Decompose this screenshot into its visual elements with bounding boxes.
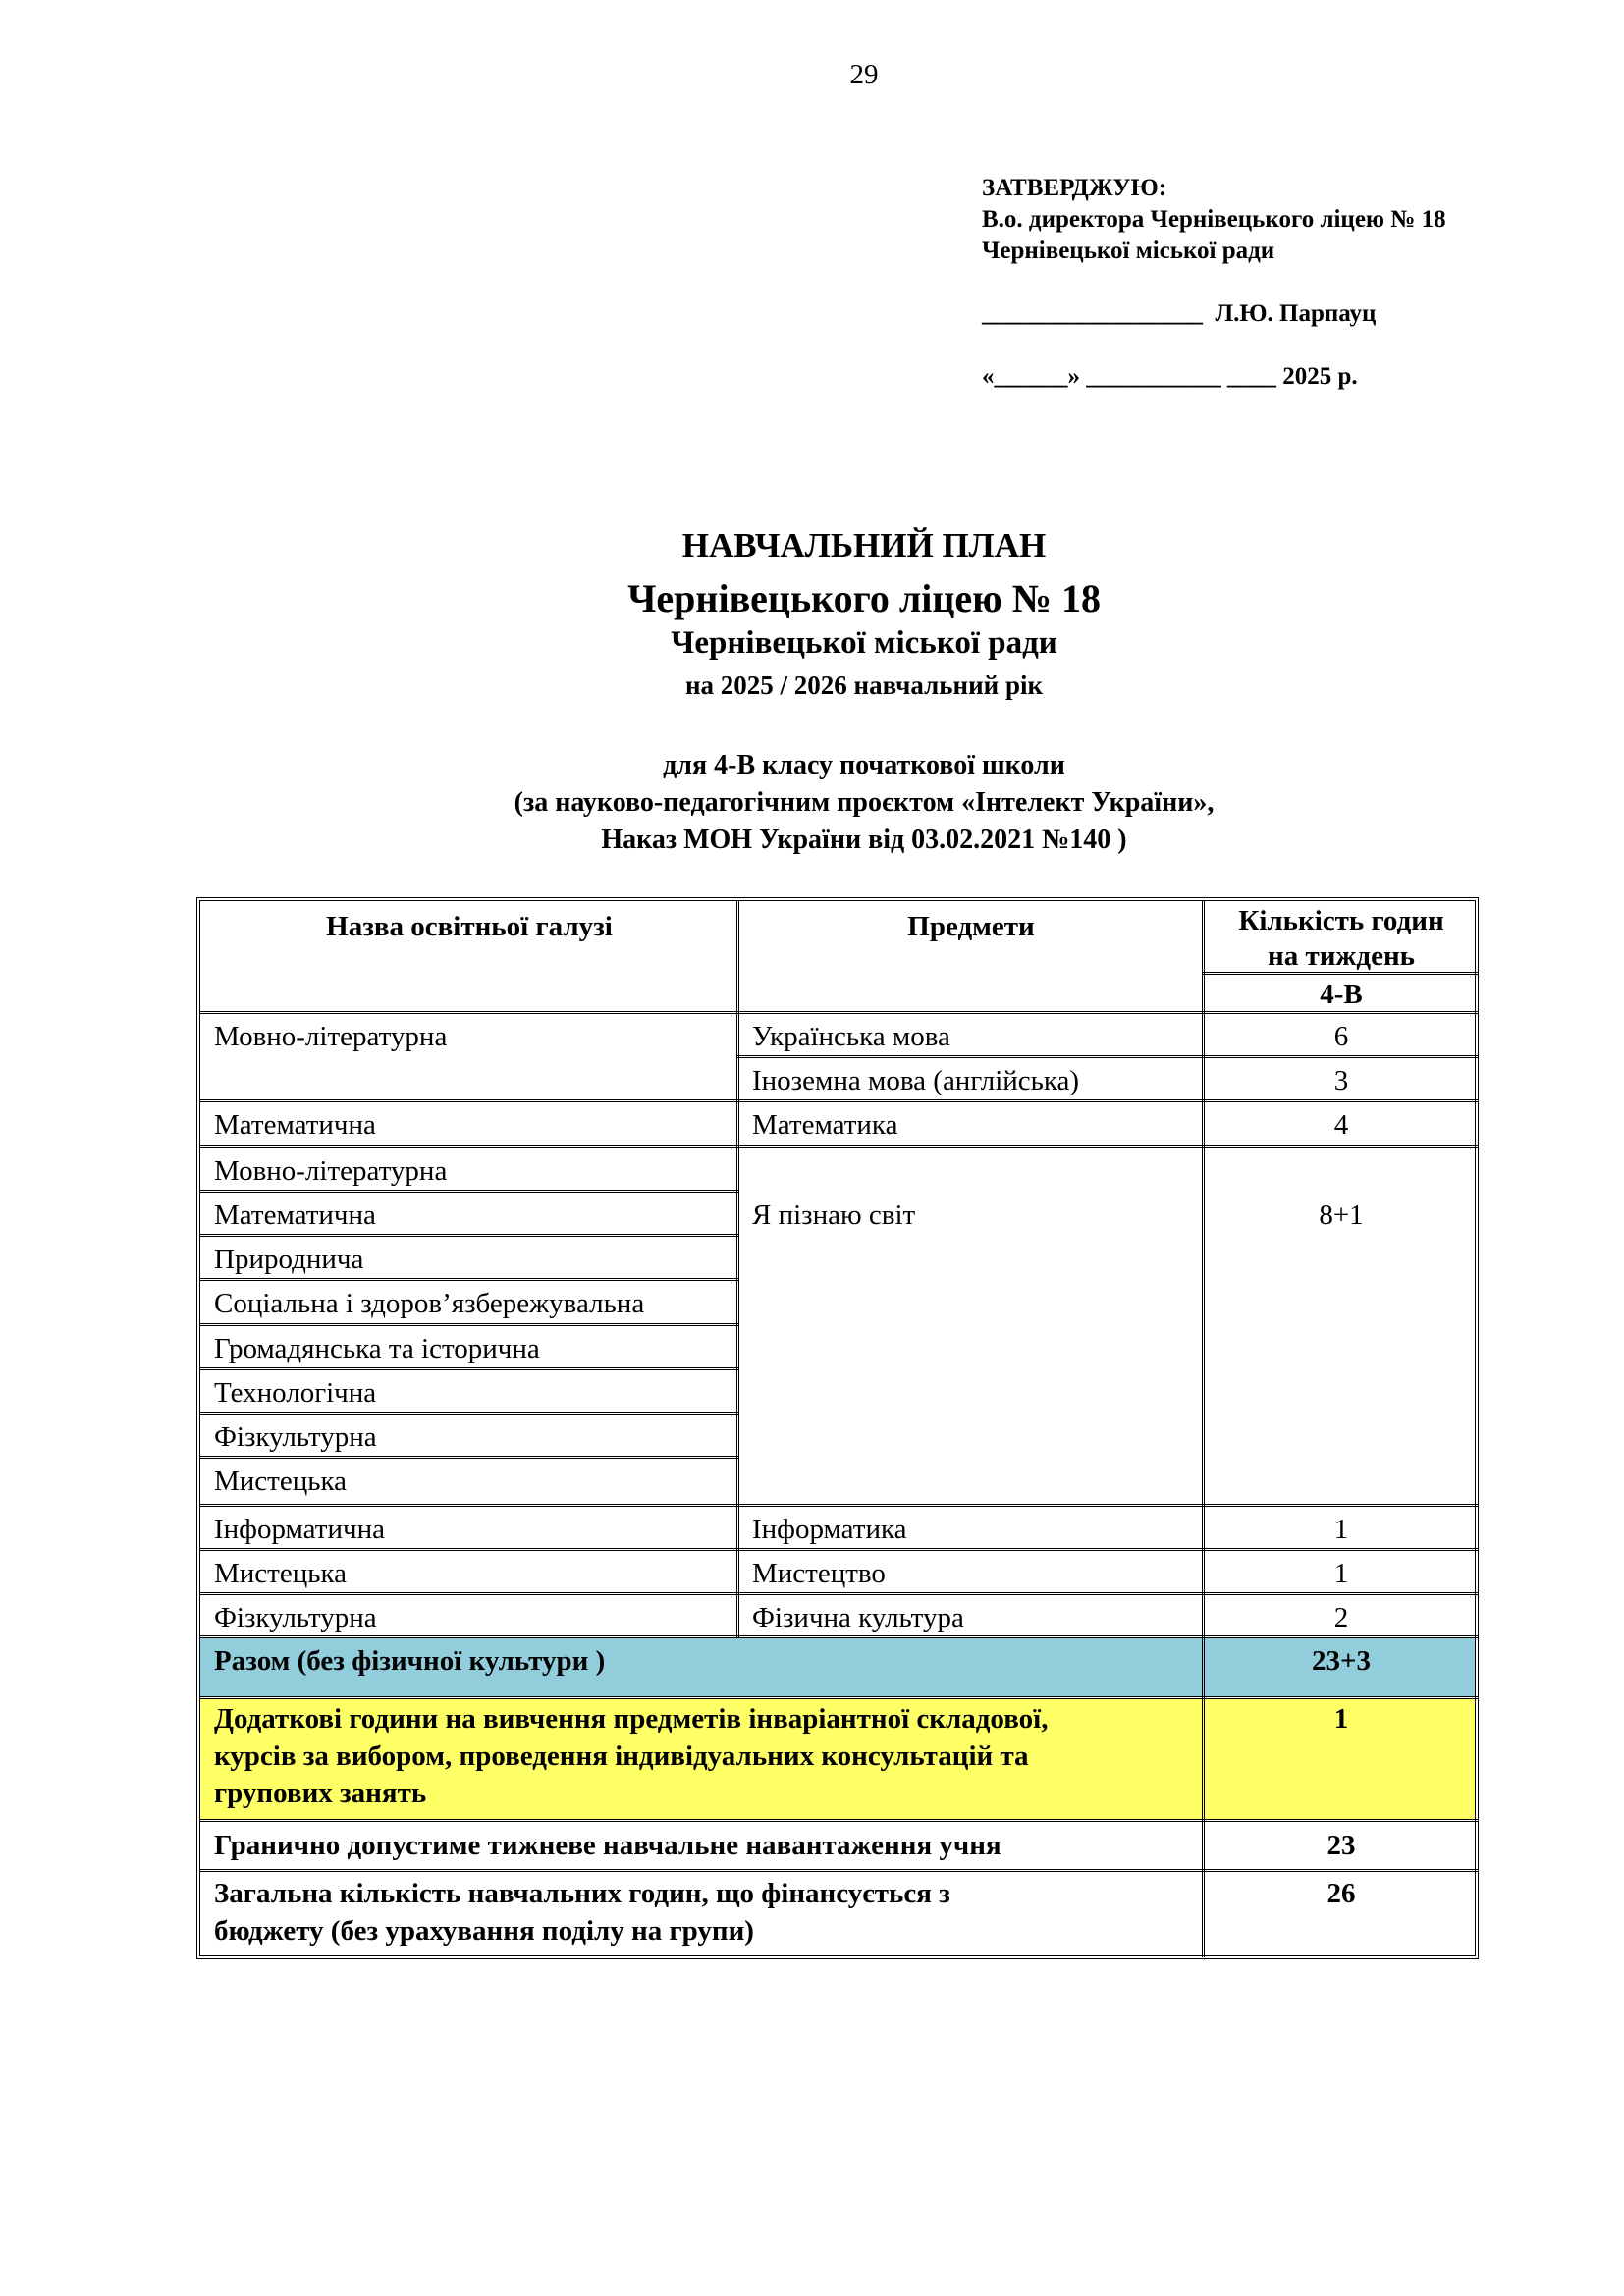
doc-class-line: для 4-В класу початкової школи — [663, 750, 1065, 780]
approval-position-line2: Чернівецької міської ради — [982, 238, 1275, 264]
row-divider — [200, 1548, 1479, 1551]
funded-label: Загальна кількість навчальних годин, що фінансується з бюджету (без урахування поділу на групи) — [214, 1878, 950, 1947]
total-value: 23+3 — [1311, 1645, 1372, 1677]
integrated-field: Математична — [214, 1200, 376, 1231]
row-hours: 4 — [1333, 1109, 1349, 1141]
integrated-field: Мистецька — [214, 1466, 347, 1497]
integrated-field: Технологічна — [214, 1377, 377, 1409]
row-subject: Математика — [752, 1109, 898, 1141]
integrated-field: Громадянська та історична — [214, 1333, 540, 1364]
row-subject: Іноземна мова (англійська) — [752, 1065, 1080, 1096]
row-hours: 1 — [1333, 1558, 1349, 1589]
row-divider — [200, 1011, 1479, 1014]
row-hours: 6 — [1333, 1021, 1349, 1052]
row-divider — [200, 1145, 1479, 1148]
header-class: 4-В — [1320, 979, 1363, 1010]
max-load-label: Гранично допустиме тижневе навчальне навантаження учня — [214, 1830, 1001, 1861]
curriculum-table — [196, 897, 1479, 1959]
col-divider — [1202, 901, 1205, 1957]
row-divider — [200, 1504, 1479, 1507]
row-divider — [200, 1099, 1479, 1102]
row-hours: 2 — [1333, 1602, 1349, 1633]
row-divider — [200, 1412, 738, 1415]
row-divider — [200, 1456, 738, 1459]
doc-school-name: Чернівецького ліцею № 18 — [627, 576, 1101, 620]
approval-heading: ЗАТВЕРДЖУЮ: — [982, 175, 1167, 201]
header-field: Назва освітньої галузі — [326, 911, 613, 942]
row-divider — [200, 1635, 1479, 1638]
integrated-field: Фізкультурна — [214, 1421, 377, 1453]
header-subjects: Предмети — [907, 911, 1035, 942]
row-divider — [200, 1234, 738, 1237]
row-field: Мовно-літературна — [214, 1021, 448, 1052]
row-field: Інформатична — [214, 1514, 385, 1545]
integrated-hours: 8+1 — [1319, 1200, 1364, 1231]
row-field: Мистецька — [214, 1558, 347, 1589]
row-divider — [200, 1323, 738, 1326]
row-divider — [736, 1055, 1479, 1058]
integrated-subject: Я пізнаю світ — [752, 1200, 916, 1231]
approval-block — [982, 173, 1446, 393]
integrated-field: Природнича — [214, 1244, 364, 1275]
approval-position-line1: В.о. директора Чернівецького ліцею № 18 — [982, 206, 1446, 233]
total-label: Разом (без фізичної культури ) — [214, 1645, 606, 1677]
row-subject: Українська мова — [752, 1021, 950, 1052]
row-divider — [1202, 972, 1479, 975]
integrated-field: Мовно-літературна — [214, 1155, 448, 1187]
row-subject: Фізична культура — [752, 1602, 964, 1633]
header-hours: Кількість годин на тиждень — [1238, 905, 1444, 972]
approval-date-line: «______» ___________ ____ 2025 р. — [982, 363, 1358, 390]
doc-academic-year: на 2025 / 2026 навчальний рік — [684, 670, 1044, 700]
additional-value: 1 — [1333, 1703, 1349, 1735]
max-load-value: 23 — [1326, 1830, 1356, 1861]
approval-signature-line: __________________ Л.Ю. Парпауц — [982, 300, 1377, 327]
integrated-field: Соціальна і здоров’язбережувальна — [214, 1288, 645, 1319]
row-hours: 3 — [1333, 1065, 1349, 1096]
row-subject: Мистецтво — [752, 1558, 886, 1589]
doc-order-line: Наказ МОН України від 03.02.2021 №140 ) — [601, 825, 1127, 855]
doc-project-line: (за науково-педагогічним проєктом «Інтелект України», — [514, 787, 1215, 818]
row-divider — [200, 1367, 738, 1370]
row-divider — [200, 1592, 1479, 1595]
row-hours: 1 — [1333, 1514, 1349, 1545]
row-divider — [200, 1696, 1479, 1699]
doc-title: НАВЧАЛЬНИЙ ПЛАН — [681, 526, 1047, 564]
row-field: Фізкультурна — [214, 1602, 377, 1633]
row-divider — [200, 1190, 738, 1193]
row-field: Математична — [214, 1109, 376, 1141]
row-divider — [200, 1869, 1479, 1872]
doc-council-name: Чернівецької міської ради — [671, 625, 1057, 661]
funded-value: 26 — [1326, 1878, 1356, 1909]
row-divider — [200, 1278, 738, 1281]
row-subject: Інформатика — [752, 1514, 907, 1545]
additional-label: Додаткові години на вивчення предметів інваріантної складової, курсів за вибором, проведення індивідуальних консультацій та групових занять — [214, 1703, 1049, 1809]
page-number: 29 — [849, 59, 879, 90]
row-divider — [200, 1819, 1479, 1822]
